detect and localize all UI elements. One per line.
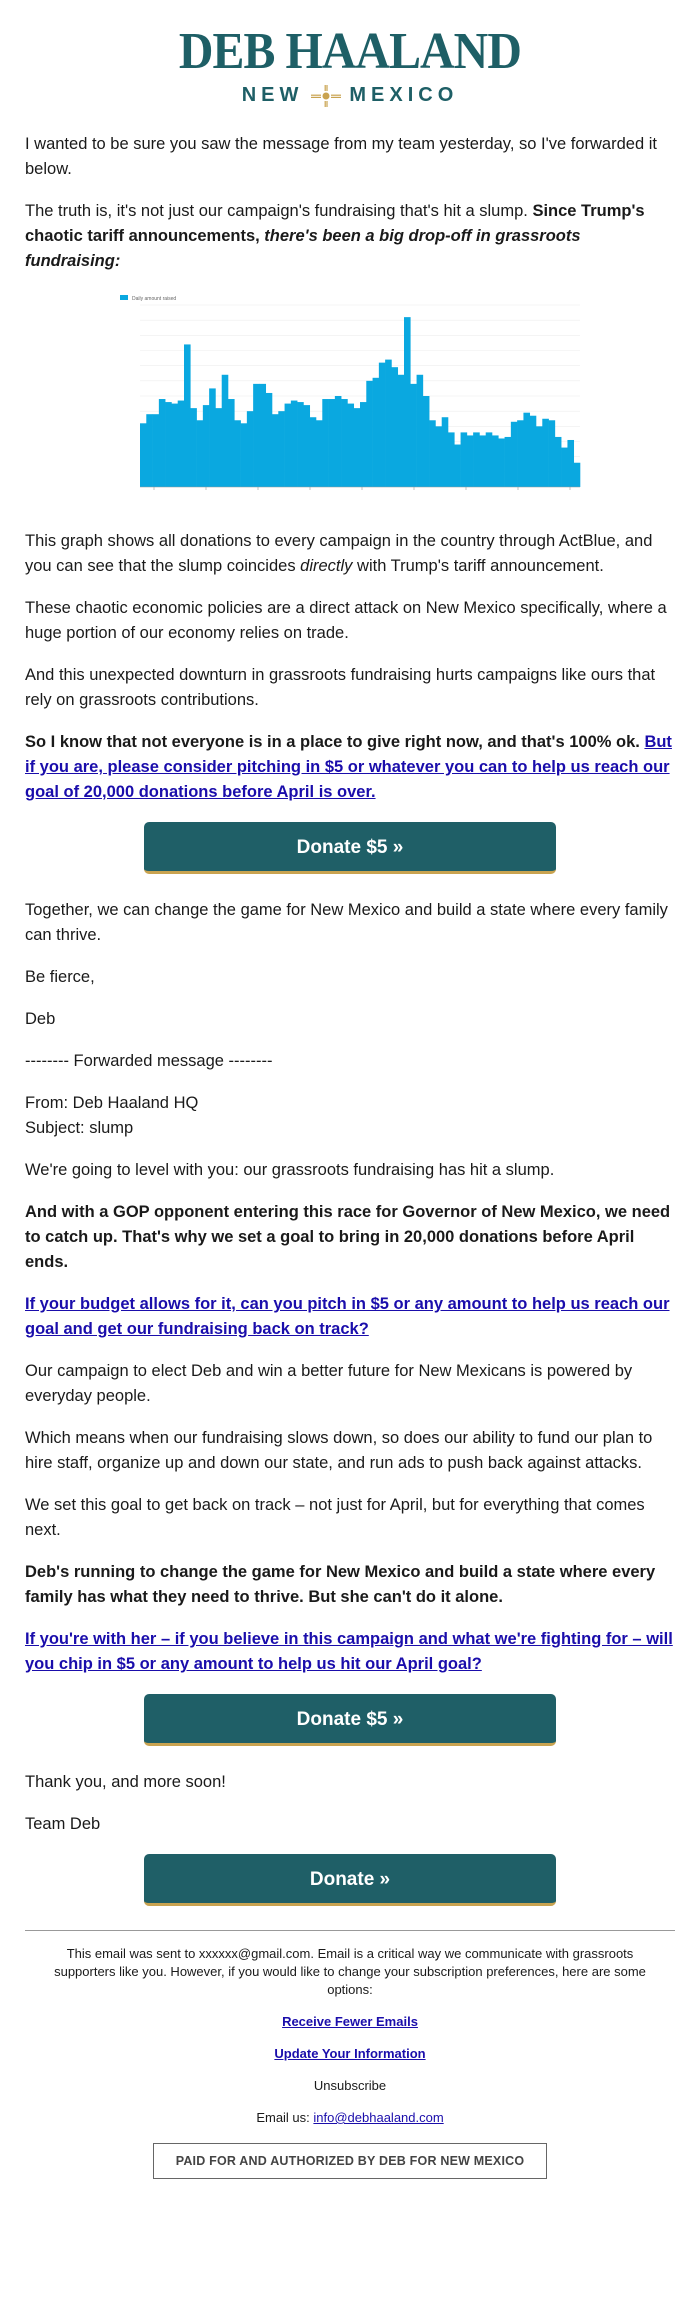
donate-button-wrap-2 (25, 1694, 675, 1746)
chart-bar (448, 432, 455, 487)
chart-bar (435, 426, 442, 487)
chart-bar (335, 396, 342, 487)
chart-bar (316, 420, 323, 487)
chart-bar (278, 411, 285, 487)
chart-bar (486, 432, 493, 487)
donate-button[interactable]: Donate » (144, 1854, 556, 1906)
donate-button-wrap-3 (25, 1854, 675, 1906)
graph-explanation (25, 529, 675, 579)
chart-bar (467, 435, 474, 487)
chart-bar (259, 384, 266, 487)
chart-bar (366, 381, 373, 487)
forward-subject: Subject: slump (25, 1119, 134, 1137)
chart-bar (146, 414, 153, 487)
chart-bar (329, 399, 336, 487)
chart-bar (234, 420, 241, 487)
donate-ask-link[interactable]: But if you are, please consider pitching in $5 or whatever you can to help us reach our goal of 20,000 donations before April is over. (25, 733, 672, 801)
chart-bar (473, 432, 480, 487)
chart-bar (153, 414, 160, 487)
footer (0, 1931, 700, 2179)
slows-paragraph: Which means when our fundraising slows down, so does our ability to fund our plan to hire staff, organize up and down our state, and run ads to push back against attacks. (25, 1429, 653, 1472)
policy-paragraph: These chaotic economic policies are a direct attack on New Mexico specifically, where a huge portion of our economy relies on trade. (25, 599, 667, 642)
chart-bar (523, 413, 530, 487)
graph-text-a: This graph shows all donations to every campaign in the country through ActBlue, and you can see that the slump coincides (25, 532, 653, 575)
chart-bar (561, 448, 568, 487)
zia-sun-icon (309, 85, 343, 107)
truth-paragraph (25, 199, 675, 274)
chart-bar (291, 401, 298, 487)
chart-bar (178, 401, 185, 487)
chart-bar (297, 402, 304, 487)
chart-bar (222, 375, 229, 487)
chart-bar (391, 367, 398, 487)
unsubscribe-link[interactable]: Unsubscribe (313, 2078, 387, 2093)
logo-sub-right: MEXICO (349, 84, 459, 106)
chart-bar (347, 404, 354, 487)
chart-bar (190, 408, 197, 487)
chart-bar (379, 363, 386, 487)
chart-bar (184, 344, 191, 487)
chart-bar (354, 408, 361, 487)
chart-bar (410, 384, 417, 487)
chart-bar (253, 384, 260, 487)
chart-bar (385, 360, 392, 487)
budget-paragraph (25, 1292, 675, 1342)
chart-bar (517, 420, 524, 487)
level-paragraph: We're going to level with you: our grassroots fundraising has hit a slump. (25, 1161, 555, 1179)
chart-bar (505, 437, 512, 487)
change-paragraph: Deb's running to change the game for New Mexico and build a state where every family has what they need to thrive. But she can't do it alone. (25, 1563, 656, 1606)
chart-bar (536, 426, 543, 487)
chart-bar (429, 420, 436, 487)
budget-donate-link[interactable]: If your budget allows for it, can you pitch in $5 or any amount to help us reach our goal and get our fundraising back on track? (25, 1295, 670, 1338)
ask-bold-text: So I know that not everyone is in a place to give right now, and that's 100% ok. (25, 733, 645, 751)
chart-bar (555, 437, 562, 487)
chart-bar (461, 432, 468, 487)
downturn-paragraph: And this unexpected downturn in grassroots fundraising hurts campaigns like ours that rely on grassroots contributions. (25, 666, 656, 709)
graph-text-italic: directly (300, 557, 353, 575)
truth-bold: Since Trump's chaotic tariff announcements, (25, 202, 645, 245)
chart-bar (197, 420, 204, 487)
paid-for-disclaimer: PAID FOR AND AUTHORIZED BY DEB FOR NEW MEXICO (153, 2143, 548, 2179)
chart-bar (423, 396, 430, 487)
chart-bar (567, 440, 574, 487)
update-info-link[interactable]: Update Your Information (274, 2046, 426, 2061)
chart-bar (511, 422, 518, 487)
with-her-paragraph (25, 1627, 675, 1677)
chart-bar (549, 420, 556, 487)
chart-bar (398, 375, 405, 487)
chart-bar (310, 417, 317, 487)
donate-5-button-2[interactable]: Donate $5 » (144, 1694, 556, 1746)
chart-bar (442, 417, 449, 487)
truth-text: The truth is, it's not just our campaign's fundraising that's hit a slump. (25, 202, 533, 220)
intro-paragraph: I wanted to be sure you saw the message from my team yesterday, so I've forwarded it below. (25, 135, 657, 178)
chart-bar (322, 399, 329, 487)
graph-text-c: with Trump's tariff announcement. (352, 557, 604, 575)
chart-bar (140, 423, 147, 487)
chart-bar (272, 414, 279, 487)
forward-from: From: Deb Haaland HQ (25, 1094, 199, 1112)
gop-paragraph: And with a GOP opponent entering this race for Governor of New Mexico, we need to catch up. That's why we set a goal to bring in 20,000 donations before April ends. (25, 1203, 671, 1271)
chart-bar (417, 375, 424, 487)
logo-subtitle (25, 84, 675, 107)
logo-name: DEB HAALAND (178, 23, 522, 80)
truth-bold-italic: there's been a big drop-off in grassroots fundraising: (25, 227, 581, 270)
chart-bar (341, 399, 348, 487)
footer-notice: This email was sent to xxxxxx@gmail.com. Email is a critical way we communicate with grassroots supporters like you. However, if you would like to change your subscription preferences, here are some options: (54, 1946, 646, 1997)
campaign-logo (25, 0, 675, 132)
logo-sub-left: NEW (241, 84, 304, 106)
chart-bar (247, 411, 254, 487)
chart-bar (574, 463, 581, 487)
thanks-paragraph: Thank you, and more soon! (25, 1773, 226, 1791)
forwarded-header: -------- Forwarded message -------- (25, 1052, 273, 1070)
receive-fewer-emails-link[interactable]: Receive Fewer Emails (282, 2014, 418, 2029)
chart-bar (373, 378, 380, 487)
legend-swatch (120, 295, 128, 300)
chart-bar (492, 435, 499, 487)
chart-bar (209, 388, 216, 487)
sign-off: Be fierce, (25, 968, 95, 986)
chip-in-link[interactable]: If you're with her – if you believe in this campaign and what we're fighting for – will you chip in $5 or any amount to help us hit our April goal? (25, 1630, 673, 1673)
chart-bar (285, 404, 292, 487)
team-signature: Team Deb (25, 1815, 101, 1833)
chart-bar (303, 405, 310, 487)
together-paragraph: Together, we can change the game for New Mexico and build a state where every family can thrive. (25, 901, 668, 944)
donations-chart (110, 291, 590, 501)
goal-paragraph: We set this goal to get back on track – not just for April, but for everything that comes next. (25, 1496, 645, 1539)
chart-bar (159, 399, 166, 487)
chart-bar (530, 416, 537, 487)
chart-bar (215, 408, 222, 487)
footer-email (40, 2109, 660, 2127)
chart-bar (171, 404, 178, 487)
legend-label: Daily amount raised (132, 296, 177, 302)
chart-bar (454, 445, 461, 487)
chart-bar (266, 393, 273, 487)
chart-bar (228, 399, 235, 487)
signature: Deb (25, 1010, 56, 1028)
chart-bar (241, 423, 248, 487)
chart-svg (110, 291, 590, 501)
chart-bar (165, 402, 172, 487)
donate-5-button[interactable]: Donate $5 » (144, 822, 556, 874)
powered-paragraph: Our campaign to elect Deb and win a better future for New Mexicans is powered by everyday people. (25, 1362, 633, 1405)
chart-bar (498, 438, 505, 487)
email-link[interactable]: info@debhaaland.com (313, 2110, 444, 2125)
chart-bar (542, 419, 549, 487)
chart-bar (360, 402, 367, 487)
forward-meta (25, 1091, 675, 1141)
email-label: Email us: (256, 2110, 314, 2125)
ask-paragraph (25, 730, 675, 805)
donate-button-wrap-1 (25, 822, 675, 874)
chart-bar (203, 405, 210, 487)
chart-bar (479, 435, 486, 487)
chart-bar (404, 317, 411, 487)
